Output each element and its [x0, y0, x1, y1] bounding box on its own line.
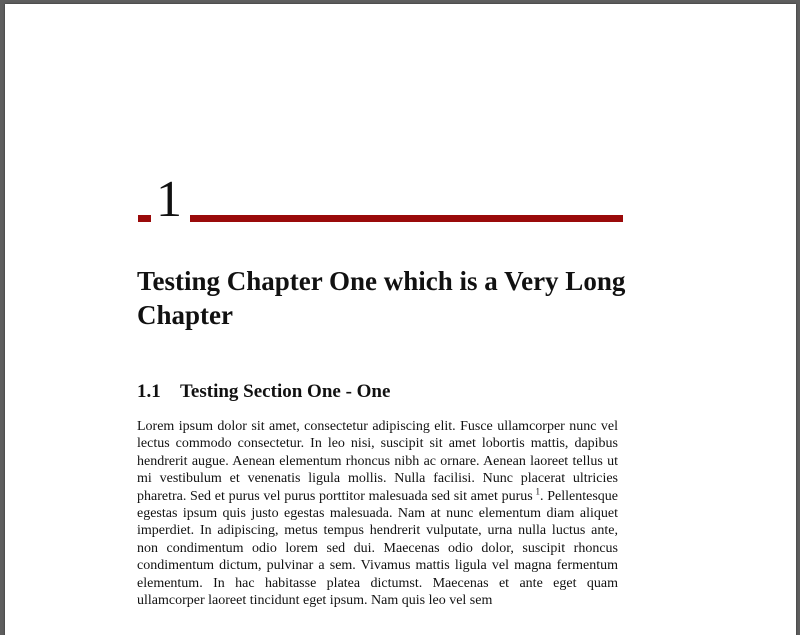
- body-paragraph: [137, 418, 618, 609]
- section-number: 1.1: [137, 381, 161, 402]
- chapter-number: 1: [156, 171, 182, 228]
- chapter-title: Testing Chapter One which is a Very Long Chapter: [137, 266, 626, 330]
- document-page: [5, 4, 796, 635]
- section-title: Testing Section One - One: [180, 381, 391, 402]
- chapter-rule-left: [138, 215, 151, 222]
- body-text-part-2: . Pellentesque egestas ipsum quis justo egestas malesuada. Nam at nunc elementum diam aliquet imperdiet. In adipiscing, metus tempus hendrerit vulputate, urna nulla luctus ante, non condimentum odio lorem sed dui. Maecenas odio dolor, suscipit rhoncus condimentum dictum, pulvinar a sem. Vivamus mattis ligula vel magna fermentum elementum. In hac habitasse platea dictumst. Maecenas et ante eget quam ullamcorper laoreet tincidunt eget ipsum. Nam quis leo vel sem: [137, 488, 618, 609]
- section-heading: [137, 380, 390, 404]
- footnote-marker[interactable]: 1: [535, 485, 541, 496]
- chapter-rule-right: [190, 215, 623, 222]
- body-text-part-1: Lorem ipsum dolor sit amet, consectetur adipiscing elit. Fusce ullamcorper nunc vel lectus commodo consectetur. In leo nisi, suscipit sit amet lobortis mattis, dapibus hendrerit augue. Aenean elementum rhoncus nibh ac ornare. Aenean laoreet tellus ut mi vestibulum et venenatis ligula mollis. Nulla facilisi. Nunc placerat ultricies pharetra. Sed et purus vel purus porttitor malesuada sed sit amet purus: [137, 419, 618, 504]
- chapter-heading-rule: [138, 171, 628, 230]
